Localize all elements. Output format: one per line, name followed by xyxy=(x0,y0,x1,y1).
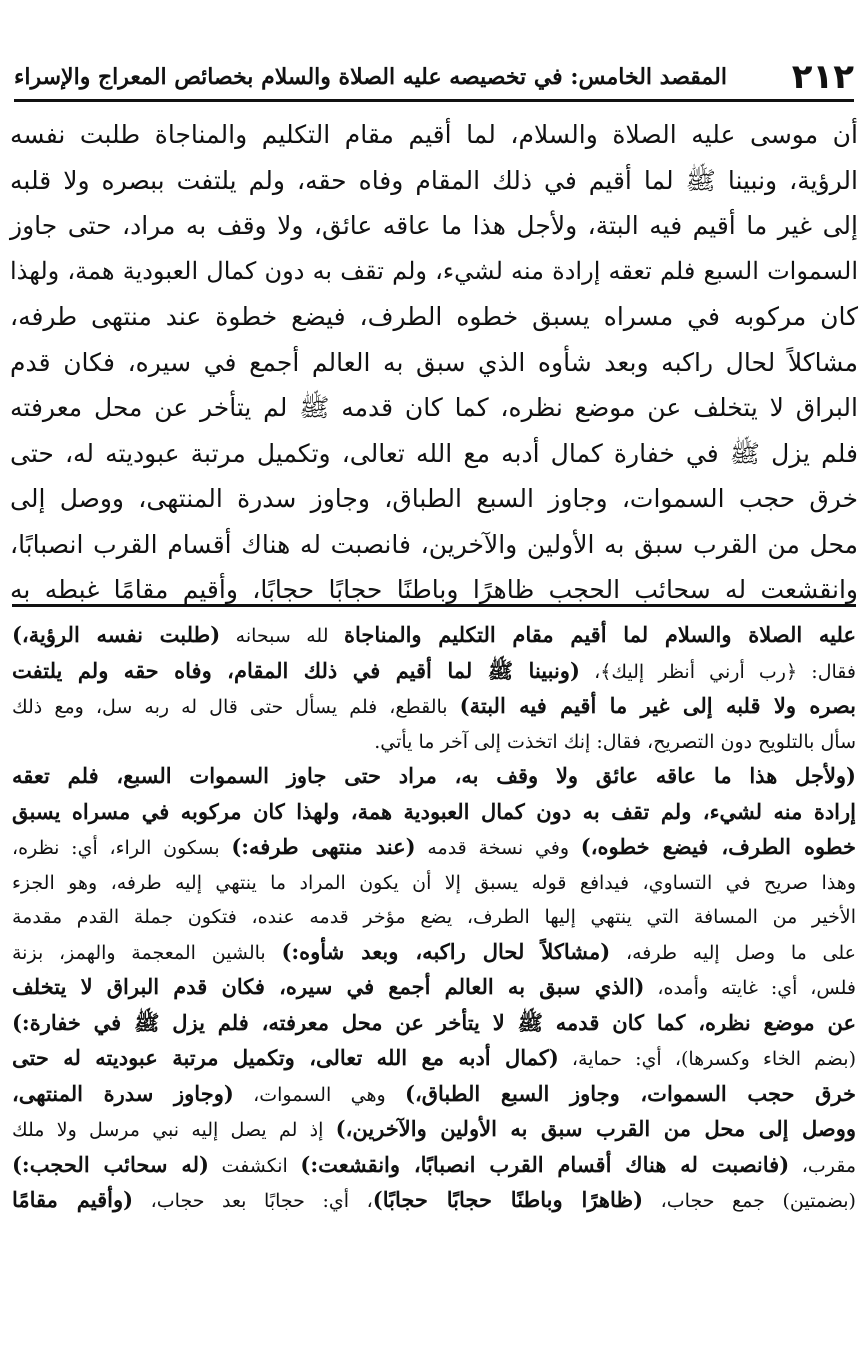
main-text-line: أن موسى عليه الصلاة والسلام، لما أقيم مقام التكليم والمناجاة طلبت نفسه xyxy=(10,120,858,149)
commentary-line xyxy=(12,654,856,690)
commentary-quoted-text: (وجاوز سدرة المنتهى، xyxy=(12,1080,234,1106)
commentary-gloss-text: (بضمتين) جمع حجاب، xyxy=(643,1190,856,1212)
commentary-gloss-text: بالقطع، فلم يسأل حتى قال له ربه سل، ومع ذلك xyxy=(12,696,460,718)
main-text-line: وانقشعت له سحائب الحجب ظاهرًا وباطنًا حجابًا حجابًا، وأقيم مقامًا غبطه به xyxy=(10,575,858,604)
commentary-quoted-text: (ظاهرًا وباطنًا حجابًا حجابًا) xyxy=(372,1187,644,1212)
commentary-gloss-text: وهي السموات، xyxy=(233,1083,406,1106)
commentary-quoted-text: خرق حجب السموات، وجاوز السبع الطباق،) xyxy=(405,1080,856,1106)
commentary-line xyxy=(12,795,856,831)
commentary-quoted-text: (كمال أدبه مع الله تعالى، وتكميل مرتبة عبوديته له حتى xyxy=(12,1045,559,1070)
page-header xyxy=(14,55,854,102)
commentary-gloss-text: لله سبحانه xyxy=(220,625,344,647)
commentary-quoted-text: (طلبت نفسه الرؤية،) xyxy=(12,622,221,647)
main-text-line: الرؤية، ونبينا ﷺ لما أقيم في ذلك المقام وفاه حقه، ولم يلتفت ببصره ولا قلبه xyxy=(10,165,858,195)
commentary-gloss-text: وفي نسخة قدمه xyxy=(415,837,581,859)
commentary-quoted-text: (وأقيم مقامًا xyxy=(12,1187,134,1212)
commentary-quoted-text: عن موضع نظره، كما كان قدمه ﷺ لا يتأخر عن محل معرفته، فلم يزل ﷺ في خفارة:) xyxy=(12,1009,856,1035)
main-text-line: البراق لا يتخلف عن موضع نظره، كما كان قدمه ﷺ لم يتأخر عن محل معرفته xyxy=(10,393,858,422)
commentary-gloss-text: مقرب، xyxy=(789,1154,856,1177)
commentary-gloss-text: على ما وصل إليه طرفه، xyxy=(610,941,856,964)
commentary-line xyxy=(12,1183,856,1219)
commentary-quoted-text: ووصل إلى محل من القرب سبق به الأولين والآخرين،) xyxy=(335,1116,856,1141)
main-text-line: محل من القرب سبق به الأولين والآخرين، فانصبت له هناك أقسام القرب انصبابًا، xyxy=(10,529,858,559)
commentary-line xyxy=(12,618,856,654)
commentary-quoted-text: إرادة منه لشيء، ولم تقف به دون كمال العبودية همة، ولهذا كان مركوبه في مسراه يسبق xyxy=(12,798,856,824)
main-text-line: فلم يزل ﷺ في خفارة كمال أدبه مع الله تعالى، وتكميل مرتبة عبوديته له، حتى xyxy=(10,438,858,468)
commentary-gloss-text: وهذا صريح في التساوي، فيدافع قوله يسبق إلا أن يكون المراد ما ينتهي إليه طرفه، وهو الجزء xyxy=(12,871,856,894)
main-text-line: السموات السبع فلم تعقه إرادة منه لشيء، ولم تقف به دون كمال العبودية همة، ولهذا xyxy=(10,256,858,285)
footnote-divider xyxy=(12,604,856,607)
commentary-line xyxy=(12,725,856,760)
commentary-gloss-text: سأل بالتلويح دون التصريح، فقال: إنك اتخذت إلى آخر ما يأتي. xyxy=(374,730,856,753)
commentary xyxy=(12,618,856,1219)
main-text-line: إلى غير ما أقيم فيه البتة، ولأجل هذا ما عاقه عائق، ولا وقف به مراد، حتى جاوز xyxy=(10,211,858,240)
commentary-quoted-text: بصره ولا قلبه إلى غير ما أقيم فيه البتة) xyxy=(459,693,856,718)
main-text-line: خرق حجب السموات، وجاوز السبع الطباق، وجاوز سدرة المنتهى، ووصل إلى xyxy=(10,484,858,513)
commentary-gloss-text: الأخير من المسافة التي ينتهي إليها الطرف، يضع مؤخر قدمه عنده، فتكون جملة القدم مقدمة xyxy=(12,906,856,928)
page-number: ٢١٢ xyxy=(791,57,854,97)
commentary-line xyxy=(12,1077,856,1113)
commentary-quoted-text: (عند منتهى طرفه:) xyxy=(231,834,416,859)
commentary-line xyxy=(12,759,856,795)
commentary-line xyxy=(12,1112,856,1148)
commentary-gloss-text: بسكون الراء، أي: نظره، xyxy=(12,837,232,859)
commentary-quoted-text: (ونبينا ﷺ لما أقيم في ذلك المقام، وفاه حقه ولم يلتفت xyxy=(12,657,580,683)
commentary-gloss-text: (بضم الخاء وكسرها)، أي: حماية، xyxy=(558,1048,856,1070)
running-title: المقصد الخامس: في تخصيصه عليه الصلاة والسلام بخصائص المعراج والإسراء xyxy=(14,64,727,90)
commentary-line xyxy=(12,1041,856,1077)
commentary-line xyxy=(12,1148,856,1184)
commentary-gloss-text: انكشفت xyxy=(208,1154,301,1177)
commentary-quoted-text: (فانصبت له هناك أقسام القرب انصبابًا، وانقشعت:) xyxy=(300,1151,790,1177)
commentary-gloss-text: بالشين المعجمة والهمز، بزنة xyxy=(12,941,282,964)
commentary-quoted-text: خطوه الطرف، فيضع خطوه،) xyxy=(580,834,856,859)
commentary-gloss-text: فقال: ﴿رب أرني أنظر إليك﴾، xyxy=(579,660,856,683)
commentary-line xyxy=(12,866,856,901)
commentary-line xyxy=(12,935,856,971)
commentary-line xyxy=(12,689,856,725)
commentary-gloss-text: إذ لم يصل إليه نبي مرسل ولا ملك xyxy=(12,1119,336,1141)
commentary-line xyxy=(12,970,856,1006)
commentary-line xyxy=(12,830,856,866)
commentary-quoted-text: (مشاكلاً لحال راكبه، وبعد شأوه:) xyxy=(281,938,611,964)
commentary-quoted-text: (ولأجل هذا ما عاقه عائق ولا وقف به، مراد حتى جاوز السموات السبع، فلم تعقه xyxy=(12,763,856,788)
commentary-line xyxy=(12,900,856,935)
main-text-line: مشاكلاً لحال راكبه وبعد شأوه الذي سبق به العالم أجمع في سيره، فكان قدم xyxy=(10,347,858,377)
commentary-quoted-text: (الذي سبق به العالم أجمع في سيره، فكان قدم البراق لا يتخلف xyxy=(12,974,645,999)
commentary-gloss-text: فلس، أي: غايته وأمده، xyxy=(644,977,856,999)
commentary-quoted-text: (له سحائب الحجب:) xyxy=(12,1151,209,1177)
commentary-quoted-text: عليه الصلاة والسلام لما أقيم مقام التكليم والمناجاة xyxy=(343,622,856,647)
main-text xyxy=(10,112,858,613)
commentary-gloss-text: ، أي: حجابًا بعد حجاب، xyxy=(133,1190,373,1212)
main-text-line: كان مركوبه في مسراه يسبق خطوه الطرف، فيضع خطوة عند منتهى طرفه، xyxy=(10,302,858,331)
commentary-line xyxy=(12,1006,856,1042)
